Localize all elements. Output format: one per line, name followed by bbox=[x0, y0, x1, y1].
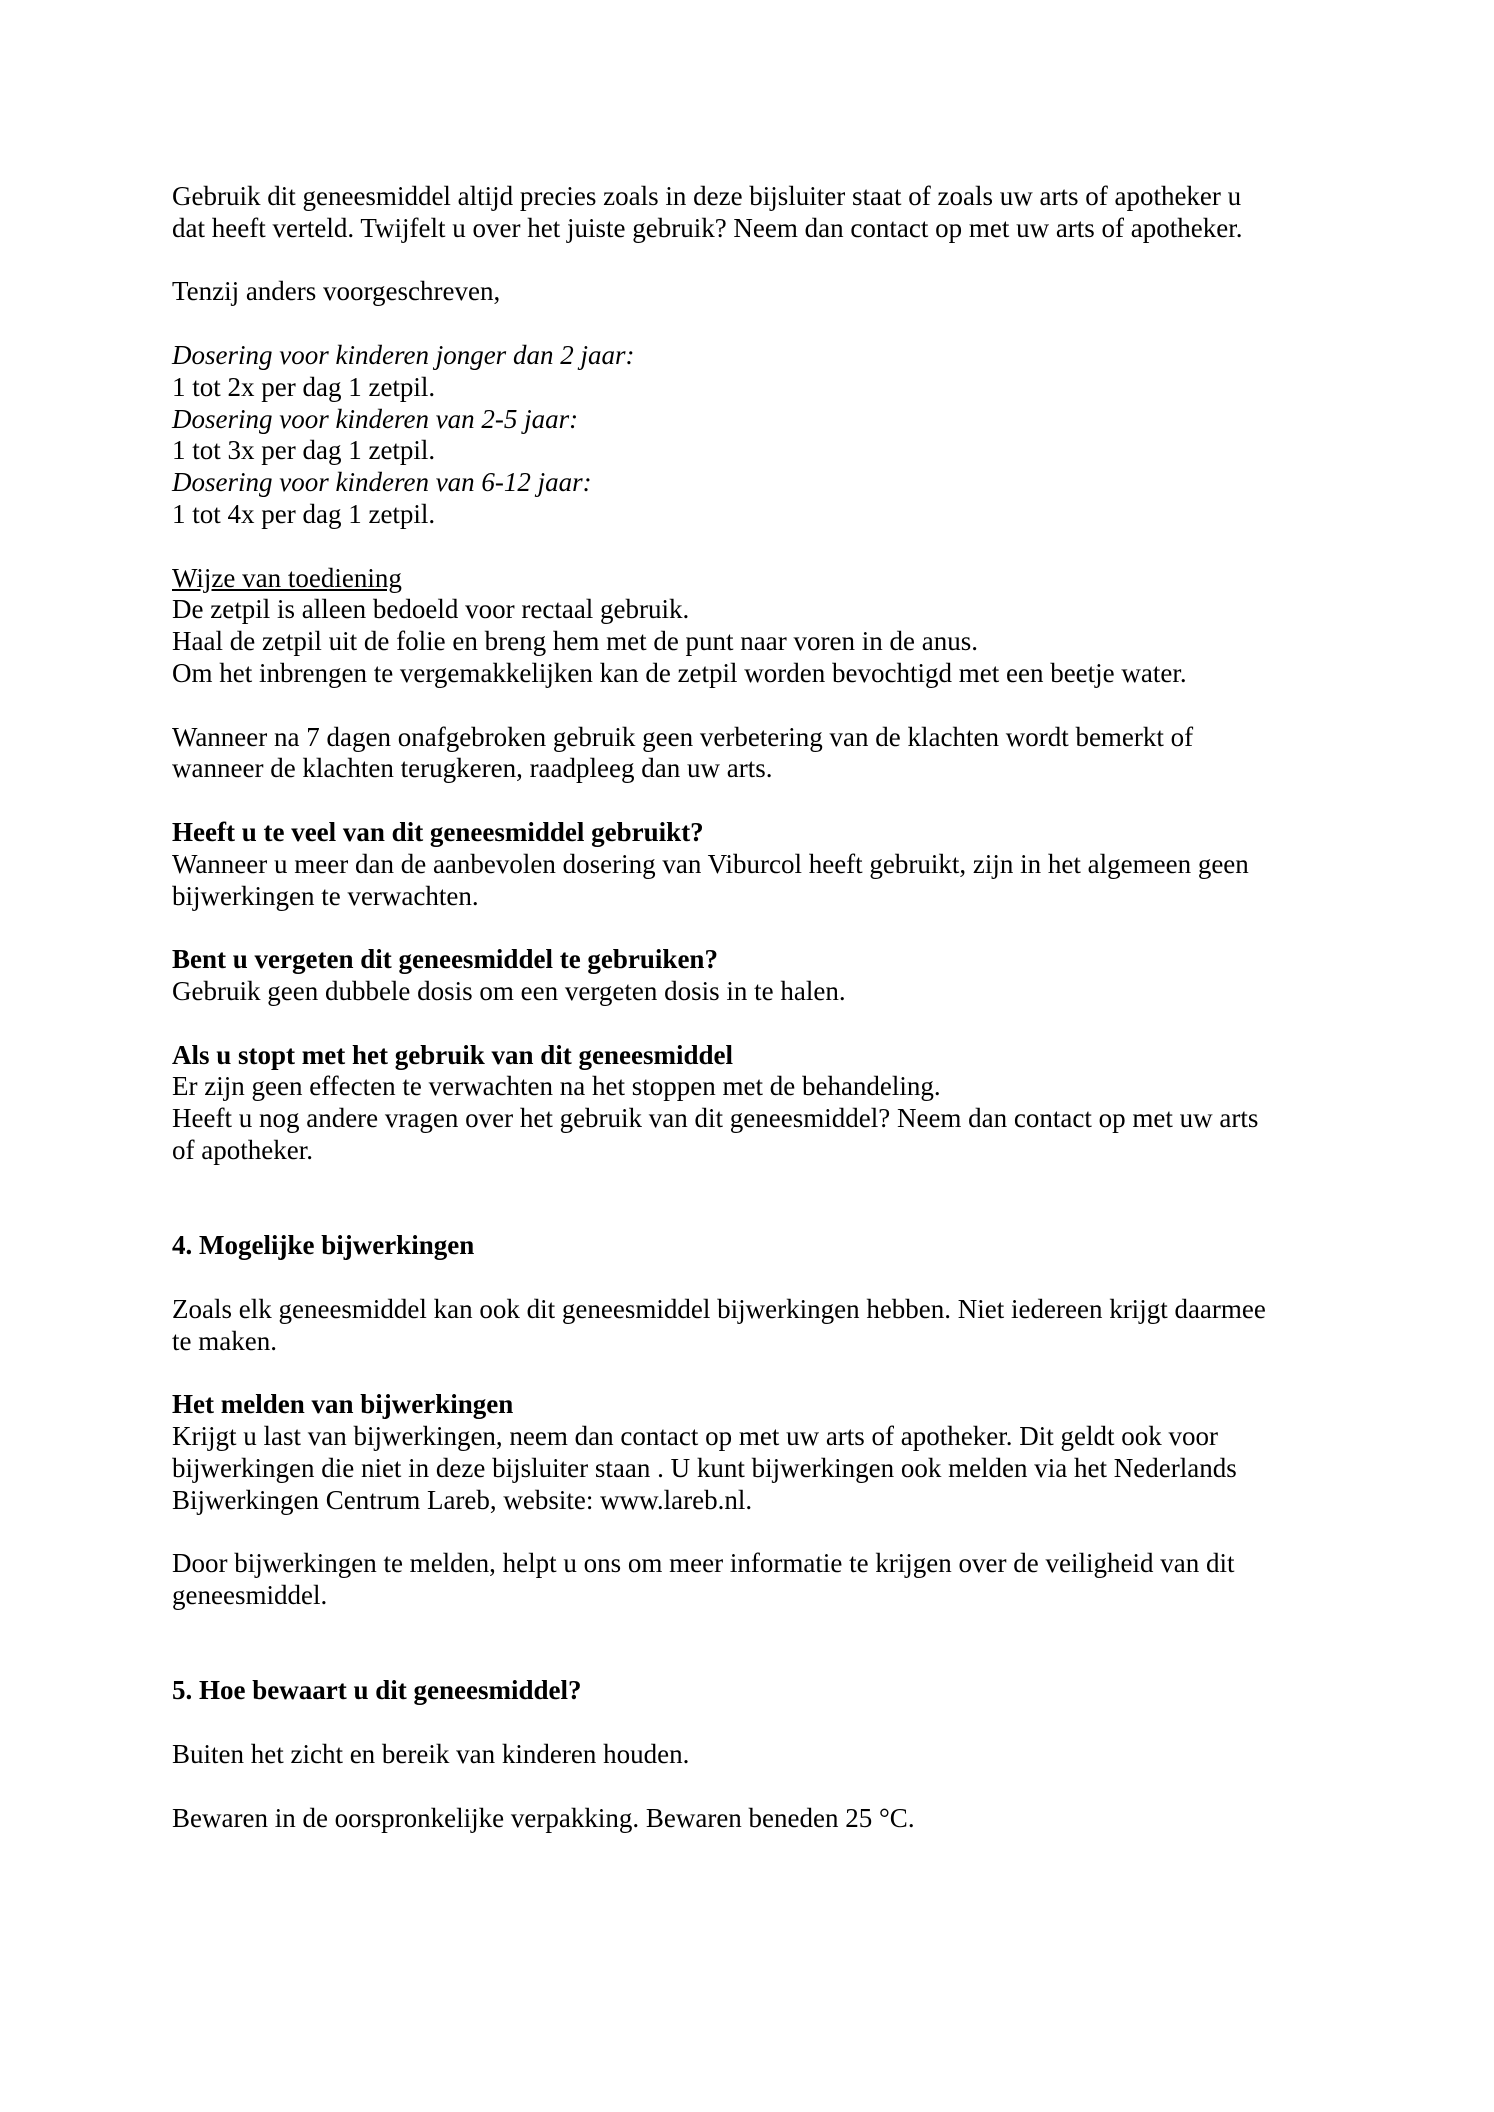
body-text-line: Door bijwerkingen te melden, helpt u ons om meer informatie te krijgen over de veiligheid van dit bbox=[172, 1548, 1235, 1579]
blank-line bbox=[172, 1262, 1414, 1294]
dosage-age-label: Dosering voor kinderen van 2-5 jaar: bbox=[172, 403, 579, 434]
body-text-line: Haal de zetpil uit de folie en breng hem met de punt naar voren in de anus. bbox=[172, 626, 978, 657]
body-text-line: bijwerkingen te verwachten. bbox=[172, 880, 479, 911]
body-text-line: Buiten het zicht en bereik van kinderen houden. bbox=[172, 1739, 690, 1770]
subsection-heading: Heeft u te veel van dit geneesmiddel gebruikt? bbox=[172, 816, 704, 847]
body-text-line: of apotheker. bbox=[172, 1134, 313, 1165]
dosage-age-label: Dosering voor kinderen van 6-12 jaar: bbox=[172, 467, 592, 498]
section-heading: 4. Mogelijke bijwerkingen bbox=[172, 1230, 475, 1261]
blank-line bbox=[172, 1516, 1414, 1548]
blank-line bbox=[172, 785, 1414, 817]
subsection-heading: Als u stopt met het gebruik van dit geneesmiddel bbox=[172, 1039, 734, 1070]
body-text-line: Krijgt u last van bijwerkingen, neem dan contact op met uw arts of apotheker. Dit geldt ook voor bbox=[172, 1421, 1218, 1452]
blank-line bbox=[172, 1199, 1414, 1231]
blank-line bbox=[172, 308, 1414, 340]
section-heading: 5. Hoe bewaart u dit geneesmiddel? bbox=[172, 1675, 582, 1706]
underlined-subheading: Wijze van toediening bbox=[172, 562, 402, 593]
body-text-line: 1 tot 2x per dag 1 zetpil. bbox=[172, 371, 436, 402]
body-text-line: 1 tot 4x per dag 1 zetpil. bbox=[172, 498, 436, 529]
blank-line bbox=[172, 1644, 1414, 1676]
body-text-line: Zoals elk geneesmiddel kan ook dit geneesmiddel bijwerkingen hebben. Niet iedereen krijgt daarmee bbox=[172, 1293, 1266, 1324]
blank-line bbox=[172, 1612, 1414, 1644]
body-text-line: bijwerkingen die niet in deze bijsluiter staan . U kunt bijwerkingen ook melden via het Nederlands bbox=[172, 1452, 1237, 1483]
document-body bbox=[172, 181, 1414, 1834]
blank-line bbox=[172, 1008, 1414, 1040]
blank-line bbox=[172, 1707, 1414, 1739]
body-text-line: Bijwerkingen Centrum Lareb, website: www.lareb.nl. bbox=[172, 1484, 753, 1515]
body-text-line: Tenzij anders voorgeschreven, bbox=[172, 276, 501, 307]
body-text-line: Heeft u nog andere vragen over het gebruik van dit geneesmiddel? Neem dan contact op met uw arts bbox=[172, 1103, 1259, 1134]
body-text-line: dat heeft verteld. Twijfelt u over het juiste gebruik? Neem dan contact op met uw arts of apotheker. bbox=[172, 212, 1243, 243]
body-text-line: Wanneer na 7 dagen onafgebroken gebruik geen verbetering van de klachten wordt bemerkt of bbox=[172, 721, 1194, 752]
body-text-line: 1 tot 3x per dag 1 zetpil. bbox=[172, 435, 436, 466]
body-text-line: Wanneer u meer dan de aanbevolen dosering van Viburcol heeft gebruikt, zijn in het algemeen geen bbox=[172, 848, 1249, 879]
blank-line bbox=[172, 690, 1414, 722]
blank-line bbox=[172, 1357, 1414, 1389]
body-text-line: Er zijn geen effecten te verwachten na het stoppen met de behandeling. bbox=[172, 1071, 941, 1102]
blank-line bbox=[172, 912, 1414, 944]
blank-line bbox=[172, 245, 1414, 277]
body-text-line: Gebruik dit geneesmiddel altijd precies zoals in deze bijsluiter staat of zoals uw arts of apotheker u bbox=[172, 181, 1242, 211]
body-text-line: te maken. bbox=[172, 1325, 277, 1356]
blank-line bbox=[172, 1771, 1414, 1803]
blank-line bbox=[172, 531, 1414, 563]
body-text-line: Bewaren in de oorspronkelijke verpakking. Bewaren beneden 25 °C. bbox=[172, 1802, 915, 1833]
body-text-line: Gebruik geen dubbele dosis om een vergeten dosis in te halen. bbox=[172, 975, 846, 1006]
body-text-line: De zetpil is alleen bedoeld voor rectaal gebruik. bbox=[172, 594, 690, 625]
body-text-line: geneesmiddel. bbox=[172, 1580, 328, 1611]
body-text-line: wanneer de klachten terugkeren, raadpleeg dan uw arts. bbox=[172, 753, 773, 784]
body-text-line: Om het inbrengen te vergemakkelijken kan de zetpil worden bevochtigd met een beetje water. bbox=[172, 657, 1187, 688]
subsection-heading: Het melden van bijwerkingen bbox=[172, 1389, 514, 1420]
dosage-age-label: Dosering voor kinderen jonger dan 2 jaar: bbox=[172, 339, 635, 370]
blank-line bbox=[172, 1167, 1414, 1199]
subsection-heading: Bent u vergeten dit geneesmiddel te gebruiken? bbox=[172, 944, 718, 975]
